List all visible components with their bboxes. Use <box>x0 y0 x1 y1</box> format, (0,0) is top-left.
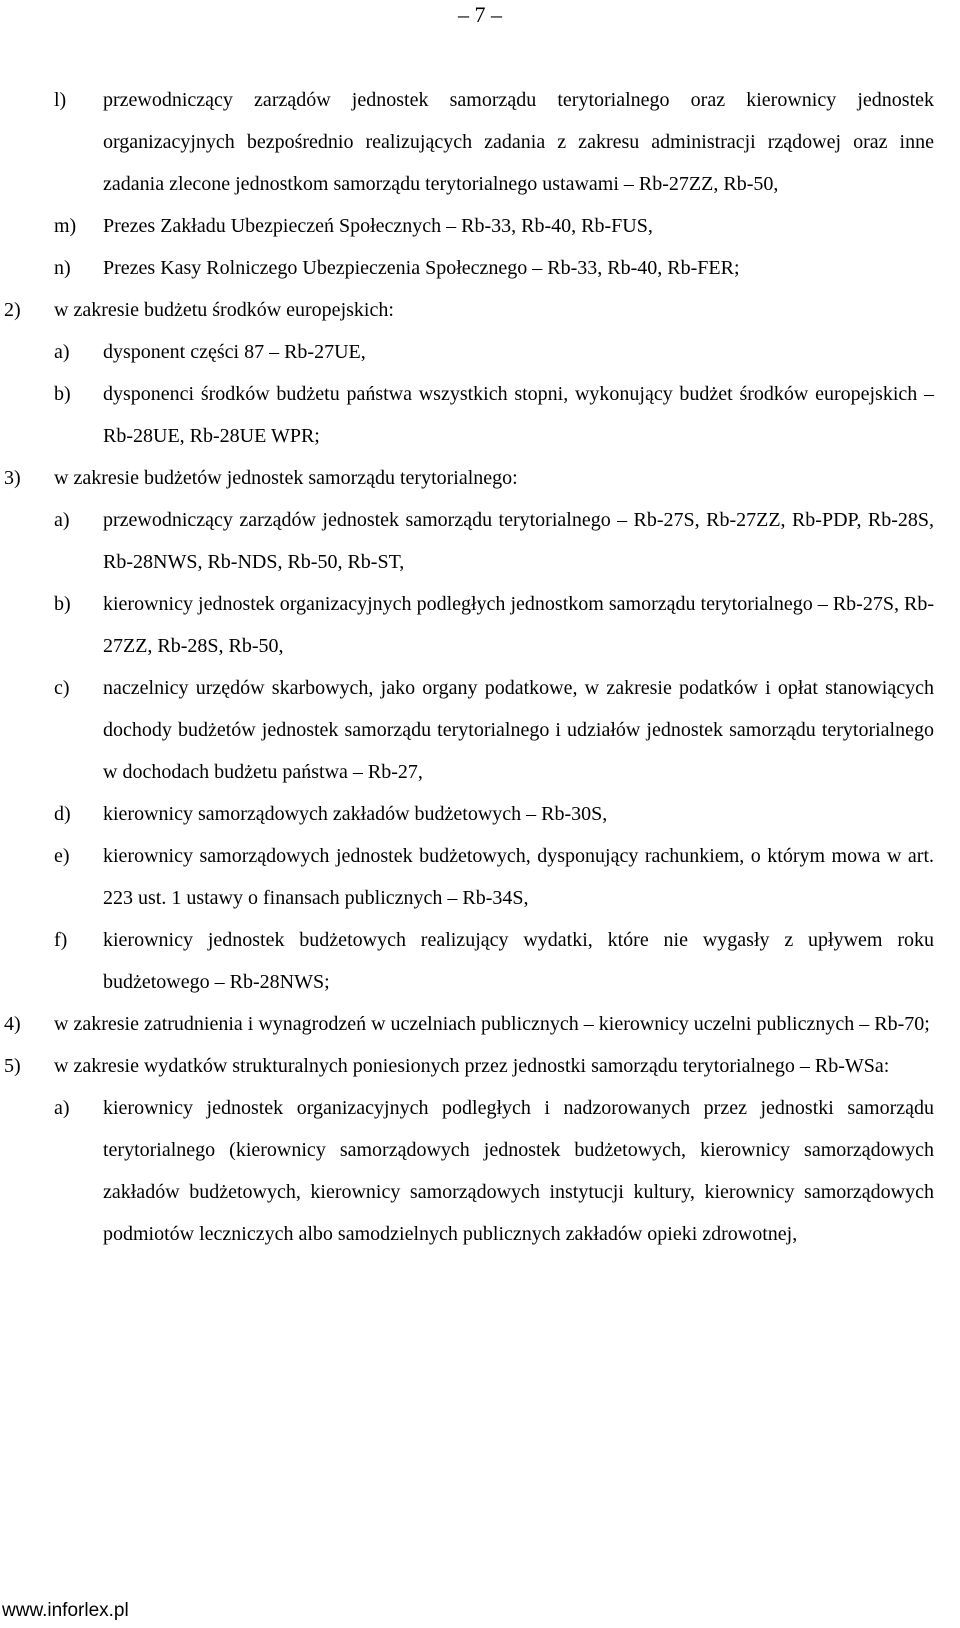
page-number: – 7 – <box>458 2 502 27</box>
list-item-text: przewodniczący zarządów jednostek samorządu terytorialnego – Rb-27S, Rb-27ZZ, Rb-PDP, Rb-28S, Rb-28NWS, Rb-NDS, Rb-50, Rb-ST, <box>103 509 934 573</box>
list-item <box>4 289 934 331</box>
list-item-text: kierownicy jednostek budżetowych realizujący wydatki, które nie wygasły z upływem roku budżetowego – Rb-28NWS; <box>103 929 934 993</box>
list-marker: 2) <box>4 299 21 321</box>
list-item <box>4 1045 934 1087</box>
list-item-text: dysponenci środków budżetu państwa wszystkich stopni, wykonujący budżet środków europejskich – Rb-28UE, Rb-28UE WPR; <box>103 383 934 447</box>
list-item-text: Prezes Kasy Rolniczego Ubezpieczenia Społecznego – Rb-33, Rb-40, Rb-FER; <box>103 257 740 279</box>
list-marker: m) <box>54 215 77 237</box>
list-item-text: kierownicy samorządowych zakładów budżetowych – Rb-30S, <box>103 803 608 825</box>
list-item-text: dysponent części 87 – Rb-27UE, <box>103 341 366 363</box>
list-item-text: kierownicy jednostek organizacyjnych podległych jednostkom samorządu terytorialnego – Rb-27S, Rb-27ZZ, Rb-28S, Rb-50, <box>103 593 934 657</box>
list-marker: 4) <box>4 1013 21 1035</box>
list-item-text: w zakresie budżetu środków europejskich: <box>54 299 394 321</box>
list-marker: e) <box>54 845 70 867</box>
sub-list-item <box>54 247 934 289</box>
sub-list-item <box>54 793 934 835</box>
list-marker: c) <box>54 677 70 699</box>
list-marker: a) <box>54 1097 70 1119</box>
sub-list-item <box>54 373 934 457</box>
list-item <box>4 457 934 499</box>
sub-list-item <box>54 1087 934 1255</box>
sub-list-item <box>54 919 934 1003</box>
list-marker: f) <box>54 929 68 951</box>
list-marker: l) <box>54 89 67 111</box>
list-marker: b) <box>54 593 71 615</box>
footer-site-link[interactable]: www.inforlex.pl <box>2 1600 129 1621</box>
list-item-text: w zakresie zatrudnienia i wynagrodzeń w uczelniach publicznych – kierownicy uczelni publicznych – Rb-70; <box>54 1013 930 1035</box>
list-item-text: w zakresie wydatków strukturalnych poniesionych przez jednostki samorządu terytorialnego – Rb-WSa: <box>54 1055 890 1077</box>
sub-list-item <box>54 205 934 247</box>
list-item-text: naczelnicy urzędów skarbowych, jako organy podatkowe, w zakresie podatków i opłat stanowiących dochody budżetów jednostek samorządu terytorialnego i udziałów jednostek samorządu terytorialnego w dochodach budżetu państwa – Rb-27, <box>103 677 934 783</box>
sub-list-item <box>54 583 934 667</box>
list-item-text: przewodniczący zarządów jednostek samorządu terytorialnego oraz kierownicy jednostek organizacyjnych bezpośrednio realizujących zadania z zakresu administracji rządowej oraz inne zadania zlecone jednostkom samorządu terytorialnego ustawami – Rb-27ZZ, Rb-50, <box>103 89 934 195</box>
sub-list-item <box>54 667 934 793</box>
sub-list-item <box>54 499 934 583</box>
list-item-text: kierownicy jednostek organizacyjnych podległych i nadzorowanych przez jednostki samorządu terytorialnego (kierownicy samorządowych jednostek budżetowych, kierownicy samorządowych zakładów budżetowych, kierownicy samorządowych instytucji kultury, kierownicy samorządowych podmiotów leczniczych albo samodzielnych publicznych zakładów opieki zdrowotnej, <box>103 1097 934 1245</box>
list-marker: n) <box>54 257 71 279</box>
sub-list-item <box>54 331 934 373</box>
list-marker: d) <box>54 803 71 825</box>
list-item-text: kierownicy samorządowych jednostek budżetowych, dysponujący rachunkiem, o którym mowa w art. 223 ust. 1 ustawy o finansach publicznych – Rb-34S, <box>103 845 934 909</box>
document-body <box>4 79 934 1255</box>
list-item <box>4 1003 934 1045</box>
list-item-text: w zakresie budżetów jednostek samorządu terytorialnego: <box>54 467 518 489</box>
list-marker: 3) <box>4 467 21 489</box>
sub-list-item <box>54 79 934 205</box>
list-marker: a) <box>54 341 70 363</box>
sub-list-item <box>54 835 934 919</box>
list-marker: b) <box>54 383 71 405</box>
list-marker: a) <box>54 509 70 531</box>
list-marker: 5) <box>4 1055 21 1077</box>
list-item-text: Prezes Zakładu Ubezpieczeń Społecznych – Rb-33, Rb-40, Rb-FUS, <box>103 215 653 237</box>
